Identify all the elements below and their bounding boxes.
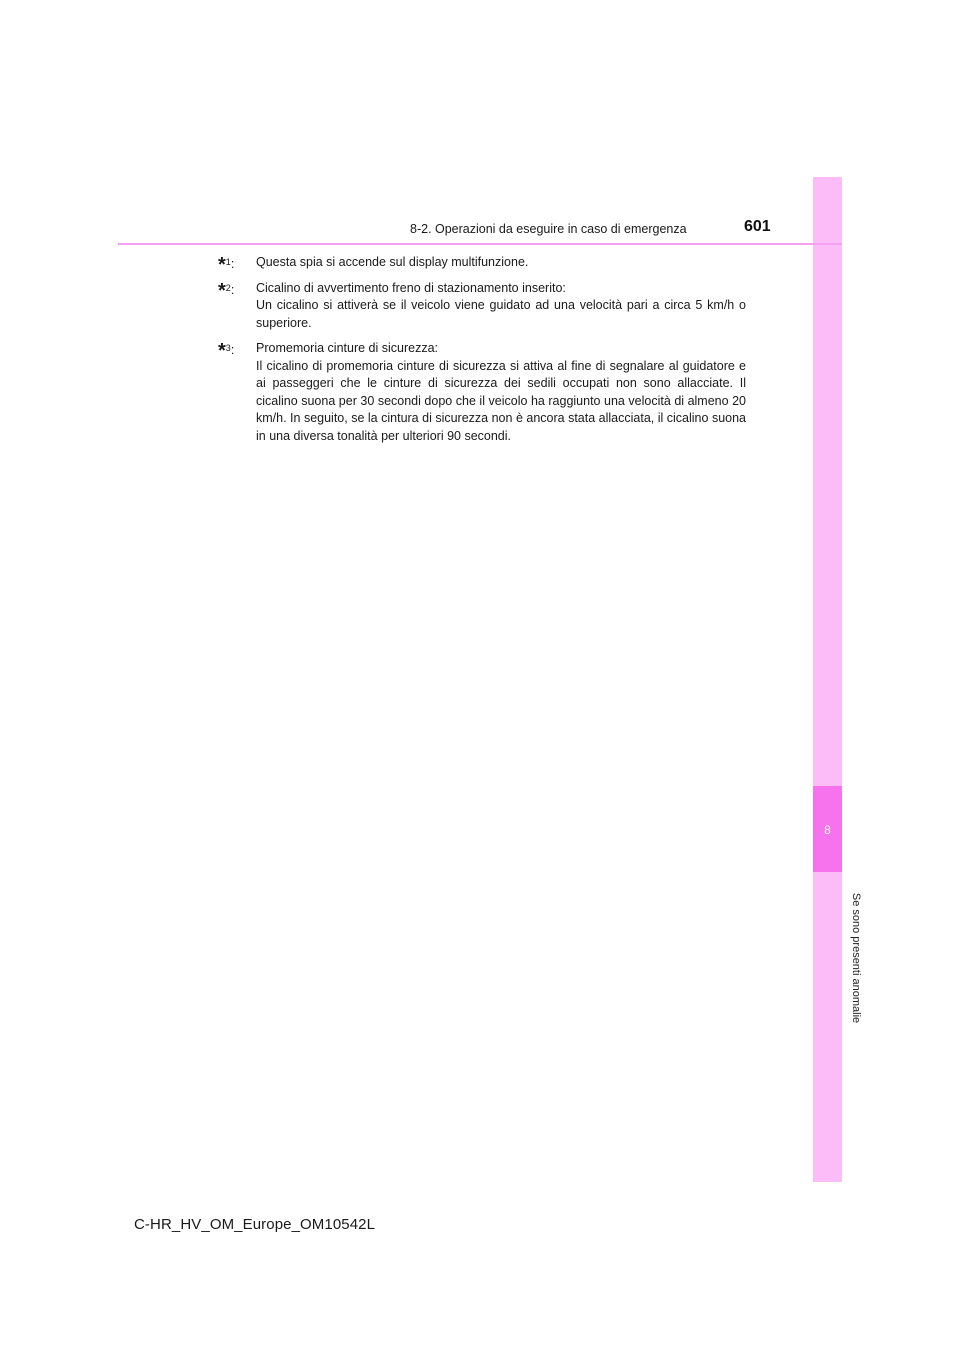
footnote-number: 2 [225,282,231,293]
chapter-side-tab [813,177,842,1182]
chapter-title: Se sono presenti anomalie [850,892,862,1024]
header-rule [118,243,842,245]
asterisk-icon: * [218,279,226,302]
footnote-marker: *$^1$: [218,254,235,276]
footnote-number: 3 [225,343,231,353]
footnote-1 [218,254,746,276]
page-number: 601 [744,218,771,235]
footnote-title: Questa spia si accende sul display multifunzione. [256,255,529,269]
footnote-title: Cicalino di avvertimento freno di stazionamento inserito: [256,280,566,295]
footnote-2 [218,280,746,333]
asterisk-icon: * [218,254,226,276]
footnote-marker: *$^2$: [218,279,235,302]
footnote-title: Promemoria cinture di sicurezza: [256,341,439,355]
chapter-number: 8 [824,823,831,837]
footnote-marker: *$^3$: [218,340,235,362]
footnote-number: 1 [225,257,231,267]
footnotes [218,254,746,453]
section-title: 8-2. Operazioni da eseguire in caso di emergenza [410,222,687,236]
document-id: C-HR_HV_OM_Europe_OM10542L [134,1216,376,1233]
footnote-3 [218,340,746,445]
footnote-text: Un cicalino si attiverà se il veicolo viene guidato ad una velocità pari a circa 5 km/h o superiore. [256,298,746,330]
footnote-text: Il cicalino di promemoria cinture di sicurezza si attiva al fine di segnalare al guidatore e ai passeggeri che le cinture di sicurezza dei sedili occupati non sono allacciate. Il cicalino suona per 30 secondi dopo che il veicolo ha raggiunto una velocità di almeno 20 km/h. In seguito, se la cintura di sicurezza non è ancora stata allacciata, il cicalino suona in una diversa tonalità per ulteriori 90 secondi. [256,358,746,443]
asterisk-icon: * [218,340,226,362]
